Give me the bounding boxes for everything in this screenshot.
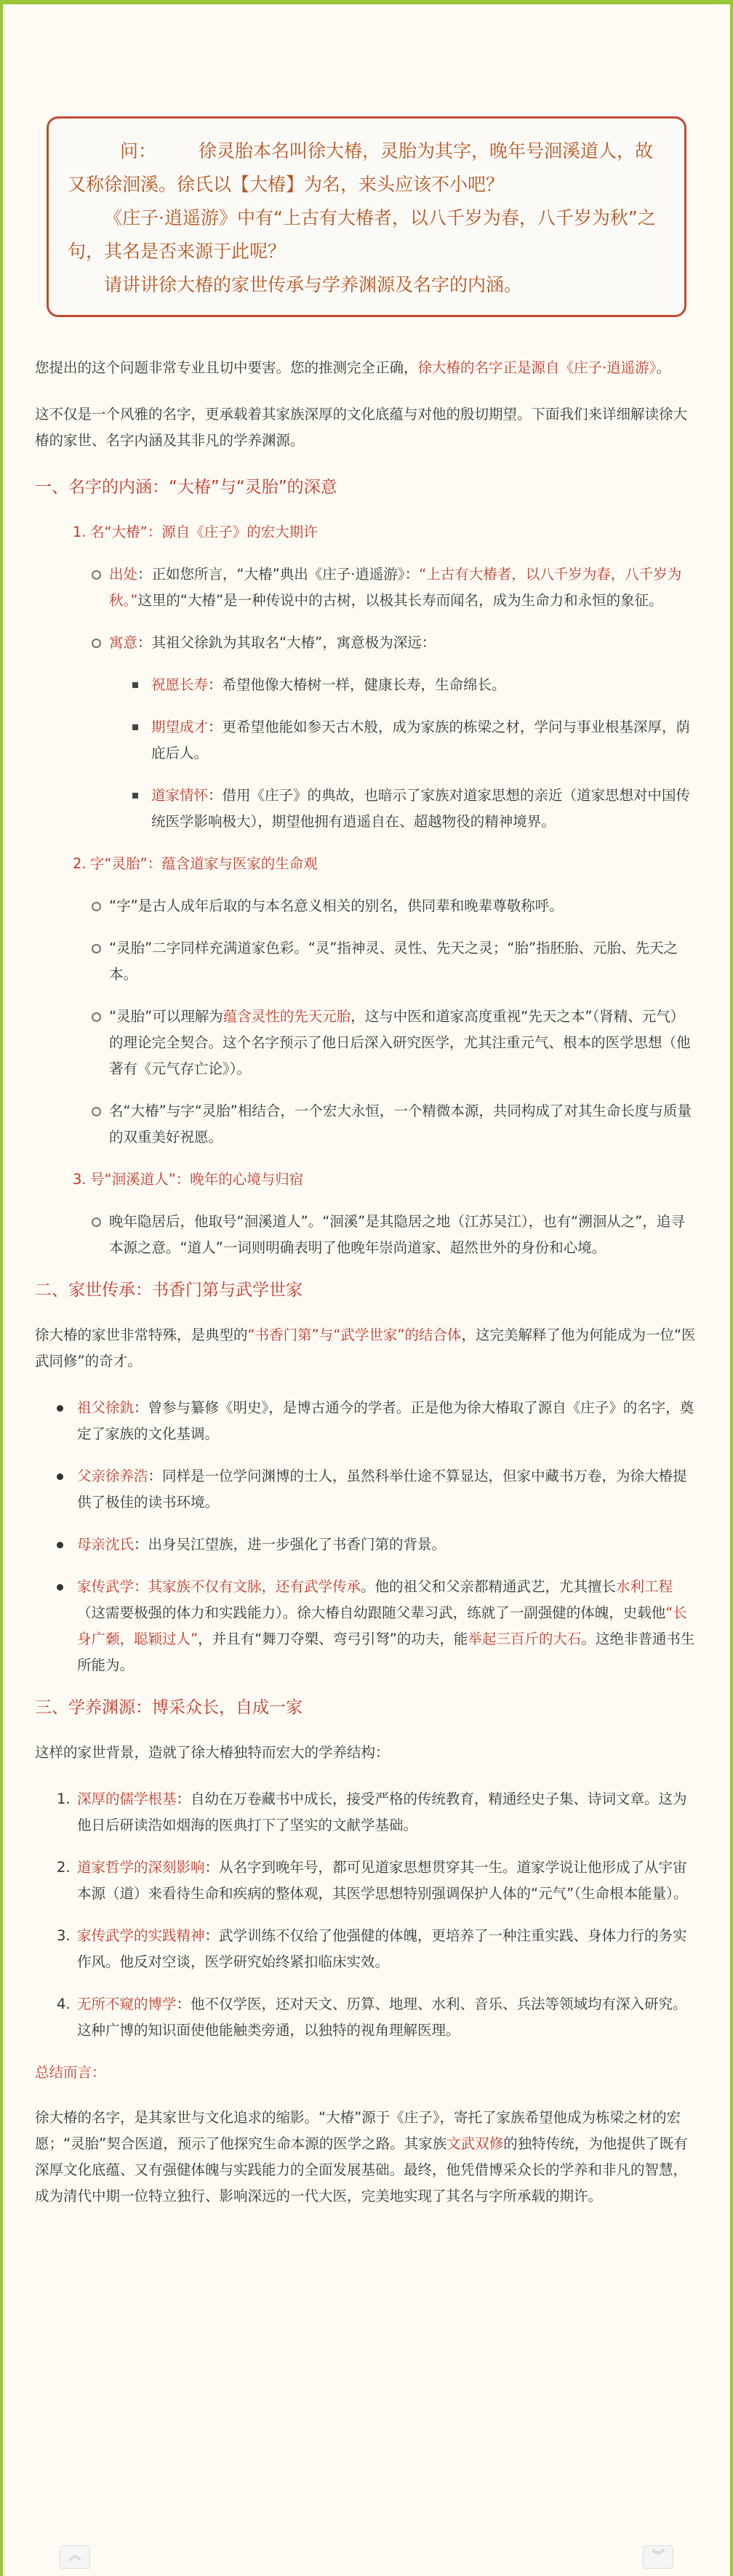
item-number: 3. [73,1171,87,1188]
learning-text: ：自幼在万卷藏书中成长，接受严格的传统教育，精通经史子集、诗词文章。这为他日后研读浩如烟海的医典打下了坚实的文献学基础。 [77,1791,687,1833]
sub3-point: 晚年隐居后，他取号“洄溪道人”。“洄溪”是其隐居之地（江苏吴江），也有“溯洄从之”，追寻本源之意。“道人”一词则明确表明了他晚年崇尚道家、超然世外的身份和心境。 [90,1209,698,1261]
intro-text: 徐大椿的家世非常特殊，是典型的 [35,1327,248,1343]
family-text: ：同样是一位学问渊博的士人，虽然科举仕途不算显达，但家中藏书万卷，为徐大椿提供了极佳的读书环境。 [77,1468,687,1511]
point-text: 这里的“大椿”是一种传说中的古树，以极其长寿而闻名，成为生命力和永恒的象征。 [137,592,663,609]
family-item [35,1395,698,1447]
meaning-subpoint [131,714,698,767]
subpoint-label: 期望成才 [151,719,209,735]
point-text: “灵胎”可以理解为 [109,1008,223,1025]
item-number: 2. [57,1859,71,1876]
question-line-1 [68,135,668,201]
sub1-points [90,561,698,835]
subsection-title: 字“灵胎”：蕴含道家与医家的生命观 [90,855,318,872]
section-2-heading: 二、家世传承：书香门第与武学世家 [35,1281,303,1300]
section-1-item-3 [35,1167,698,1261]
family-list [35,1395,698,1679]
summary-text: 徐大椿的名字，是其家世与文化追求的缩影。“大椿”源于《庄子》，寄托了家族希望他成为栋梁之材的宏愿；“灵胎”契合医道，预示了他探究生命本源的医学之路。其家族 [35,2109,681,2152]
family-text: ：曾参与纂修《明史》，是博古通今的学者。正是他为徐大椿取了源自《庄子》的名字，奠定了家族的文化基调。 [77,1399,694,1442]
intro-highlight: 徐大椿的名字正是源自《庄子·逍遥游》 [417,359,657,376]
item-number: 1. [57,1791,71,1807]
meaning-subpoint [131,783,698,835]
question-line-2: 《庄子·逍遥游》中有“上古有大椿者，以八千岁为春，八千岁为秋”之句，其名是否来源于此呢？ [68,207,656,262]
sub2-point [90,1004,698,1082]
intro-text: 您提出的这个问题非常专业且切中要害。您的推测完全正确， [35,359,418,376]
sub2-point: 名“大椿”与字“灵胎”相结合，一个宏大永恒，一个精微本源，共同构成了对其生命长度与质量的双重美好祝愿。 [90,1098,698,1151]
section-1-item-2 [35,851,698,1151]
question-text-1: 徐灵胎本名叫徐大椿，灵胎为其字，晚年号洄溪道人，故又称徐洄溪。徐氏以【大椿】为名，来头应该不小吧？ [68,140,654,195]
subpoint-label: 道家情怀 [151,787,209,804]
family-text: 。他的祖父和父亲都精通武艺，尤其擅长 [361,1578,617,1595]
scroll-up-button[interactable]: ︽ [60,2545,90,2569]
subpoint-text: ：借用《庄子》的典故，也暗示了家族对道家思想的亲近（道家思想对中国传统医学影响极大），期望他拥有逍遥自在、超越物役的精神境界。 [151,787,691,830]
point-text: ：其祖父徐釚为其取名“大椿”，寓意极为深远： [137,634,436,651]
point-label: 寓意 [109,634,138,651]
sub3-points [90,1209,698,1261]
family-item [35,1532,698,1558]
section-1-item-1 [35,519,698,835]
item-number: 3. [57,1927,71,1944]
learning-label: 无所不窥的博学 [77,1996,177,2012]
summary-text: 的独特传统，为他提供了既有深厚文化底蕴、又有强健体魄与实践能力的全面发展基础。最终，他凭借博采众长的学养和非凡的智慧，成为清代中期一位特立独行、影响深远的一代大医，完美地实现了其名与字所承载的期许。 [35,2135,688,2204]
family-label: 父亲徐养浩 [77,1468,148,1484]
section-1-list [35,519,698,1261]
question-box [47,116,686,317]
learning-item [35,1855,698,1907]
summary-label: 总结而言： [35,2064,106,2081]
point-highlight: 蕴含灵性的先天元胎 [223,1008,351,1025]
question-line-3: 请讲讲徐大椿的家世传承与学养渊源及名字的内涵。 [104,274,523,295]
learning-item [35,1786,698,1839]
item-number: 4. [57,1996,71,2012]
learning-list [35,1786,698,2044]
summary-highlight: 文武双修 [446,2135,504,2152]
top-frame-bar [3,0,730,4]
learning-label: 家传武学的实践精神 [77,1927,205,1944]
meaning-point [90,630,698,835]
family-item [35,1574,698,1679]
subpoint-label: 祝愿长寿 [151,676,209,693]
family-text: ：出身吴江望族，进一步强化了书香门第的背景。 [134,1536,446,1553]
section-3-heading: 三、学养渊源：博采众长，自成一家 [35,1698,303,1717]
learning-text: ：他不仅学医，还对天文、历算、地理、水利、音乐、兵法等领域均有深入研究。这种广博的知识面使他能触类旁通，以独特的视角理解医理。 [77,1996,687,2039]
quote-highlight: “上古有大椿者，以八千岁为春，八千岁为秋。” [109,566,682,609]
subsection-title: 名“大椿”：源自《庄子》的宏大期许 [90,524,318,540]
point-label: 出处 [109,566,138,583]
family-text: 。这绝非普通书生所能为。 [77,1631,695,1673]
learning-text: ：从名字到晚年号，都可见道家思想贯穿其一生。道家学说让他形成了从宇宙本源（道）来看待生命和疾病的整体观，其医学思想特别强调保护人体的“元气”（生命根本能量）。 [77,1859,688,1902]
intro-text-end: 。 [656,359,670,376]
learning-item [35,1991,698,2044]
meaning-subpoints [131,672,698,835]
article [35,116,698,2230]
meaning-subpoint [131,672,698,698]
family-highlight: “长身广颡，聪颖过人” [77,1604,687,1647]
intro-text: ，这完美解释了他为何能成为一位“医武同修”的奇才。 [35,1327,696,1369]
summary-paragraph [35,2105,698,2209]
section-3-intro: 这样的家世背景，造就了徐大椿独特而宏大的学养结构： [35,1744,390,1761]
intro-paragraph-2: 这不仅是一个风雅的名字，更承载着其家族深厚的文化底蕴与对他的殷切期望。下面我们来详细解读徐大椿的家世、名字内涵及其非凡的学养渊源。 [35,406,688,449]
subsection-title: 号“洄溪道人”：晚年的心境与归宿 [90,1171,304,1188]
origin-point [90,561,698,614]
family-label: 祖父徐釚 [77,1399,135,1416]
learning-label: 深厚的儒学根基 [77,1791,177,1807]
family-highlight: 水利工程 [616,1578,673,1595]
section-2-intro [35,1322,698,1375]
subpoint-text: ：希望他像大椿树一样，健康长寿，生命绵长。 [208,676,506,693]
intro-highlight: “书香门第”与“武学世家”的结合体 [247,1327,462,1343]
point-text: ，这与中医和道家高度重视“先天之本”（肾精、元气）的理论完全契合。这个名字预示了他日后深入研究医学，尤其注重元气、根本的医学思想（他著有《元气存亡论》）。 [109,1008,691,1077]
sub2-point: “灵胎”二字同样充满道家色彩。“灵”指神灵、灵性、先天之灵；“胎”指胚胎、元胎、先天之本。 [90,935,698,988]
item-number: 1. [73,524,87,540]
point-text: ：正如您所言，“大椿”典出《庄子·逍遥游》： [137,566,420,583]
family-highlight: 举起三百斤的大石 [468,1631,582,1647]
sub2-points [90,893,698,1151]
learning-label: 道家哲学的深刻影响 [77,1859,205,1876]
learning-item [35,1923,698,1975]
sub2-point: “字”是古人成年后取的与本名意义相关的别名，供同辈和晚辈尊敬称呼。 [90,893,698,919]
family-text: （这需要极强的体力和实践能力）。徐大椿自幼跟随父辈习武，练就了一副强健的体魄，史载他 [77,1604,666,1621]
family-item [35,1463,698,1516]
family-label: 家传武学：其家族不仅有文脉，还有武学传承 [77,1578,361,1595]
learning-text: ：武学训练不仅给了他强健的体魄，更培养了一种注重实践、身体力行的务实作风。他反对空谈，医学研究始终紧扣临床实效。 [77,1927,687,1970]
intro-paragraph-1 [35,355,698,381]
section-1-heading: 一、名字的内涵：“大椿”与“灵胎”的深意 [35,478,337,497]
question-label: 问： [120,140,157,161]
scroll-down-button[interactable]: ︾ [643,2545,673,2569]
family-label: 母亲沈氏 [77,1536,135,1553]
item-number: 2. [73,855,87,872]
family-text: ，并且有“舞刀夺槊、弯弓引弩”的功夫，能 [198,1631,468,1647]
subpoint-text: ：更希望他能如参天古木般，成为家族的栋梁之材，学问与事业根基深厚，荫庇后人。 [151,719,691,761]
